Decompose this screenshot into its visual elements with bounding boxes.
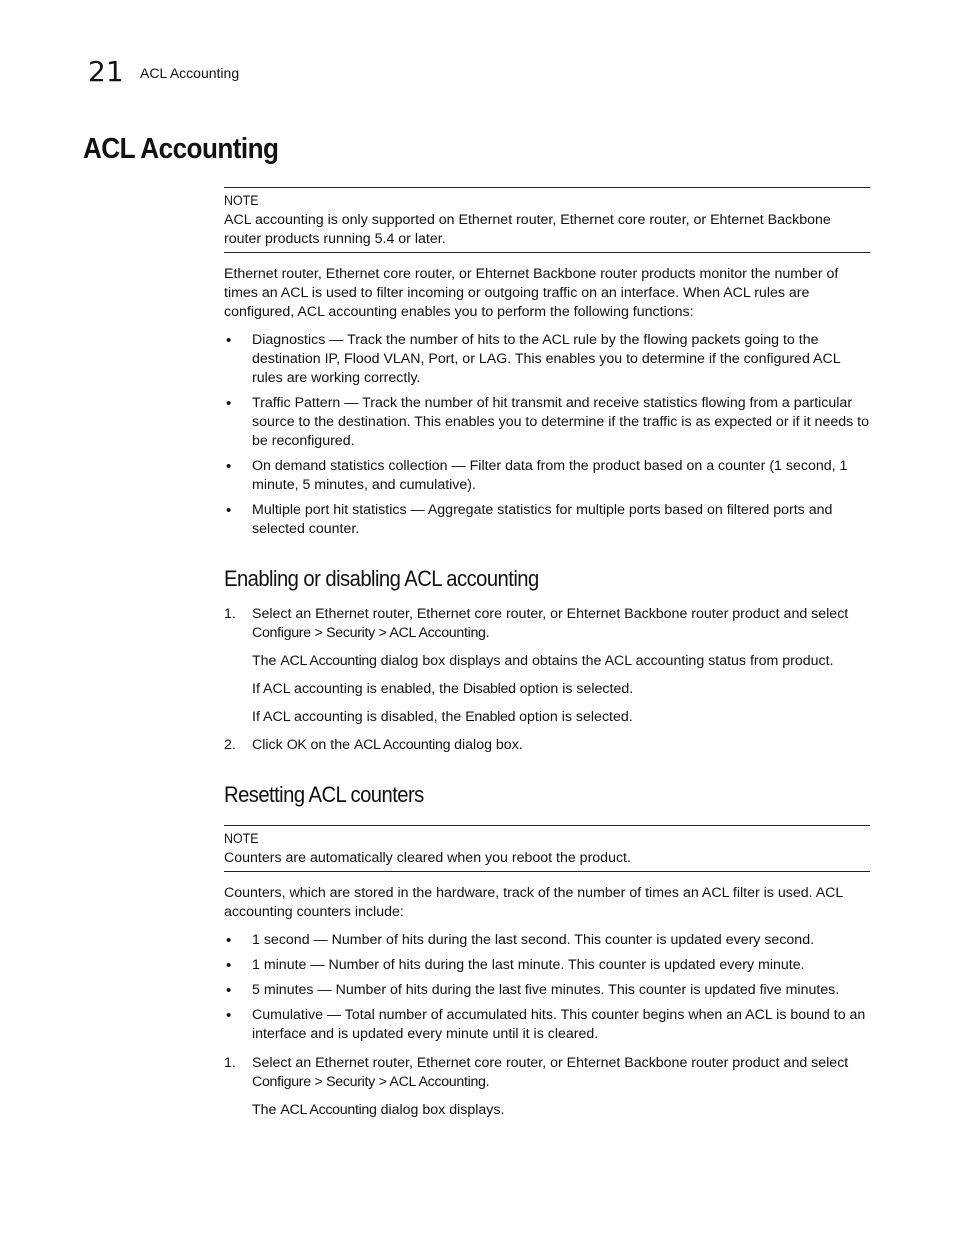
step-note: The ACL Accounting dialog box displays and obtains the ACL accounting status from product. — [252, 653, 834, 669]
bullet-icon: • — [226, 395, 232, 412]
bullet-icon: • — [226, 502, 232, 519]
section-heading-resetting: Resetting ACL counters — [224, 782, 424, 807]
bullet-icon: • — [226, 332, 232, 349]
bullet-icon: • — [226, 932, 232, 949]
note-label: NOTE — [224, 193, 259, 208]
menu-path: Configure > Security > ACL Accounting. — [252, 1074, 490, 1090]
bullet-icon: • — [226, 957, 232, 974]
step-item: 1. Select an Ethernet router, Ethernet core router, or Ehternet Backbone router product and select Configure > Security > ACL Accounting. The ACL Accounting dialog box displays. — [224, 1054, 870, 1120]
list-item: • On demand statistics collection — Filter data from the product based on a counter (1 second, 1 minute, 5 minutes, and cumulative). — [226, 458, 848, 493]
bullet-icon: • — [226, 982, 232, 999]
note-text: ACL accounting is only supported on Ethernet router, Ethernet core router, or Ehternet Backbone router products running 5.4 or later. — [224, 212, 831, 247]
note-box — [224, 825, 870, 872]
list-item: • 1 second — Number of hits during the last second. This counter is updated every second. — [226, 932, 815, 949]
step-note: If ACL accounting is disabled, the Enabled option is selected. — [252, 709, 633, 725]
list-item: • 5 minutes — Number of hits during the last five minutes. This counter is updated five minutes. — [226, 982, 840, 999]
note-text: Counters are automatically cleared when you reboot the product. — [224, 850, 631, 866]
list-item: • Cumulative — Total number of accumulated hits. This counter begins when an ACL is bound to an interface and is updated every minute until it is cleared. — [226, 1007, 866, 1042]
page-title: ACL Accounting — [83, 133, 279, 165]
list-item: • Multiple port hit statistics — Aggregate statistics for multiple ports based on filtered ports and selected counter. — [226, 502, 833, 537]
step-note: If ACL accounting is enabled, the Disabled option is selected. — [252, 681, 634, 697]
list-item: • Diagnostics — Track the number of hits to the ACL rule by the flowing packets going to the destination IP, Flood VLAN, Port, or LAG. This enables you to determine if the configured ACL rules are working correctly. — [226, 332, 841, 386]
list-item: • 1 minute — Number of hits during the last minute. This counter is updated every minute. — [226, 957, 805, 974]
main-content — [224, 187, 870, 1120]
enabling-steps — [224, 605, 870, 755]
section-heading-enabling: Enabling or disabling ACL accounting — [224, 566, 539, 591]
list-item: • Traffic Pattern — Track the number of hit transmit and receive statistics flowing from a particular source to the destination. This enables you to determine if the traffic is as expected or if it needs to be reconfigured. — [226, 395, 869, 449]
menu-path: Configure > Security > ACL Accounting. — [252, 625, 490, 641]
counters-intro: Counters, which are stored in the hardware, track of the number of times an ACL filter is used. ACL accounting counters include: — [224, 885, 843, 920]
step-number: 1. — [224, 1055, 236, 1071]
resetting-steps — [224, 1054, 870, 1120]
bullet-icon: • — [226, 458, 232, 475]
intro-paragraph: Ethernet router, Ethernet core router, or Ehternet Backbone router products monitor the number of times an ACL is used to filter incoming or outgoing traffic on an interface. When ACL rules are configured, ACL accounting enables you to perform the following functions: — [224, 266, 839, 320]
step-item: 1. Select an Ethernet router, Ethernet core router, or Ehternet Backbone router product and select Configure > Security > ACL Accounting. The ACL Accounting dialog box displays and obtains the ACL accounting status from product. If ACL accounting is enabled, the Disabled option is selected. If ACL accounting is disabled, the Enabled option is selected. — [224, 605, 870, 727]
bullet-icon: • — [226, 1007, 232, 1024]
counters-list — [224, 931, 870, 1044]
chapter-title: ACL Accounting — [140, 65, 240, 81]
step-number: 2. — [224, 737, 236, 753]
chapter-number: 21 — [88, 55, 124, 88]
functions-list — [224, 331, 870, 539]
step-number: 1. — [224, 606, 236, 622]
step-item: 2. Click OK on the ACL Accounting dialog box. — [224, 737, 523, 753]
step-note: The ACL Accounting dialog box displays. — [252, 1102, 505, 1118]
note-box — [224, 187, 870, 253]
note-label: NOTE — [224, 831, 259, 846]
